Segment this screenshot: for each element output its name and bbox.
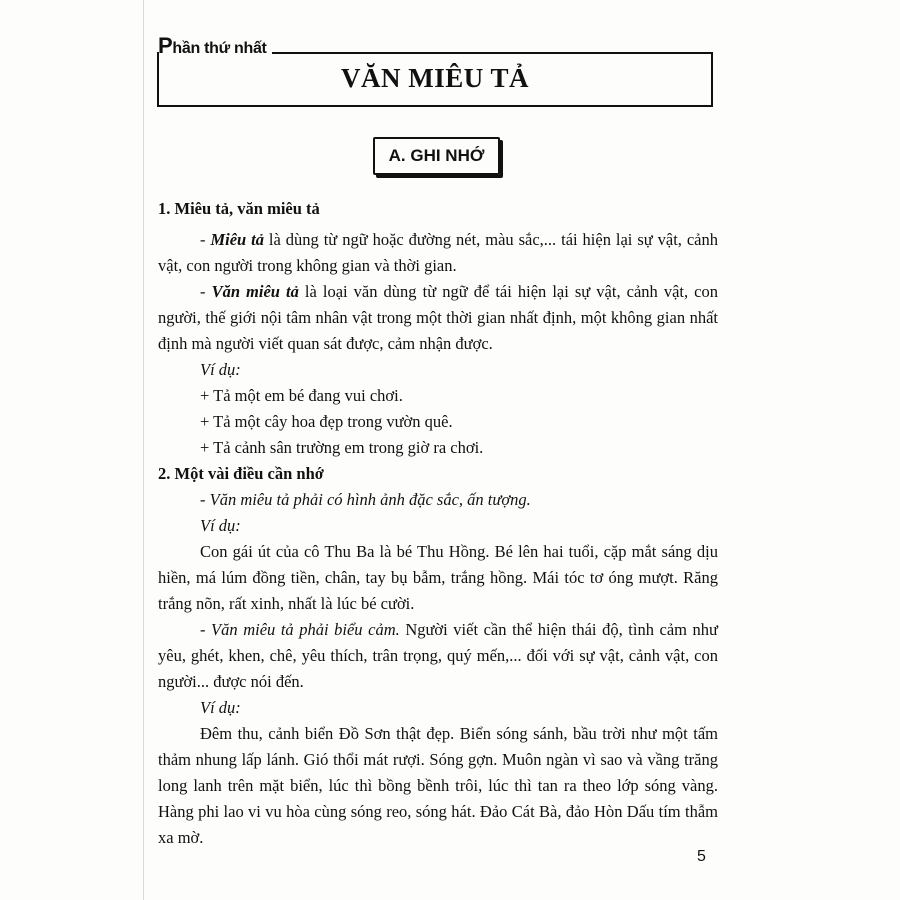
sec1-example-1: + Tả một em bé đang vui chơi. [200, 386, 403, 405]
main-content [158, 196, 718, 851]
rule-2-italic: - Văn miêu tả phải biểu cảm. [200, 620, 400, 639]
rule-1-text: - Văn miêu tả phải có hình ảnh đặc sắc, ấn tượng. [200, 490, 531, 509]
sec2-example-1-label: Ví dụ: [200, 516, 241, 535]
sec1-example-2: + Tả một cây hoa đẹp trong vườn quê. [200, 412, 453, 431]
sec1-paragraph-2 [158, 279, 718, 357]
section-heading: A. GHI NHỚ [388, 146, 485, 165]
term-van-mieu-ta: Văn miêu tả [211, 282, 299, 301]
part-label-initial: P [158, 33, 173, 58]
p2-lead: - [200, 282, 212, 301]
p1-lead: - [200, 230, 211, 249]
term-mieu-ta: Miêu tả [210, 230, 264, 249]
sec2-example-2-text: Đêm thu, cảnh biển Đồ Sơn thật đẹp. Biển sóng sánh, bầu trời như một tấm thảm nhung lấp lánh. Gió thổi mát rượi. Sóng gợn. Muôn ngàn vì sao và vầng trăng long lanh trên mặt biển, lúc thì bồng bềnh trôi, lúc thì tan ra theo lớp sóng vàng. Hàng phi lao vi vu hòa cùng sóng reo, sóng hát. Đảo Cát Bà, đảo Hòn Dấu tím thẫm xa mờ. [158, 724, 718, 847]
page-number: 5 [697, 848, 706, 865]
sec2-rule-2 [158, 617, 718, 695]
section-heading-box [373, 137, 500, 175]
sec1-heading: 1. Miêu tả, văn miêu tả [158, 199, 320, 218]
sec1-paragraph-1 [158, 227, 718, 279]
sec1-example-label: Ví dụ: [200, 360, 241, 379]
title-box [157, 52, 713, 107]
sec2-rule-1 [158, 487, 718, 513]
page-spine-line [143, 0, 144, 900]
sec2-example-1-text: Con gái út của cô Thu Ba là bé Thu Hồng. Bé lên hai tuổi, cặp mắt sáng dịu hiền, má lúm đồng tiền, chân, tay bụ bẫm, trắng hồng. Mái tóc tơ óng mượt. Răng trắng nõn, rất xinh, nhất là lúc bé cười. [158, 542, 718, 613]
part-label-rest: hần thứ nhất [172, 40, 267, 57]
rule-2-text: Người viết cần thể hiện thái độ, tình cảm như yêu, ghét, khen, chê, yêu thích, trân trọng, quý mến,... đối với sự vật, cảnh vật, con người... được nói đến. [158, 620, 718, 691]
sec2-example-2-label: Ví dụ: [200, 698, 241, 717]
sec1-example-3: + Tả cảnh sân trường em trong giờ ra chơi. [200, 438, 484, 457]
p2-text: là loại văn dùng từ ngữ để tái hiện lại sự vật, cảnh vật, con người, thế giới nội tâm nhân vật trong một thời gian nhất định, một không gian nhất định mà người viết quan sát được, cảm nhận được. [158, 282, 719, 353]
sec2-heading: 2. Một vài điều cần nhớ [158, 464, 324, 483]
chapter-title: VĂN MIÊU TẢ [340, 63, 529, 93]
p1-text: là dùng từ ngữ hoặc đường nét, màu sắc,... tái hiện lại sự vật, cảnh vật, con người trong không gian và thời gian. [158, 230, 719, 275]
